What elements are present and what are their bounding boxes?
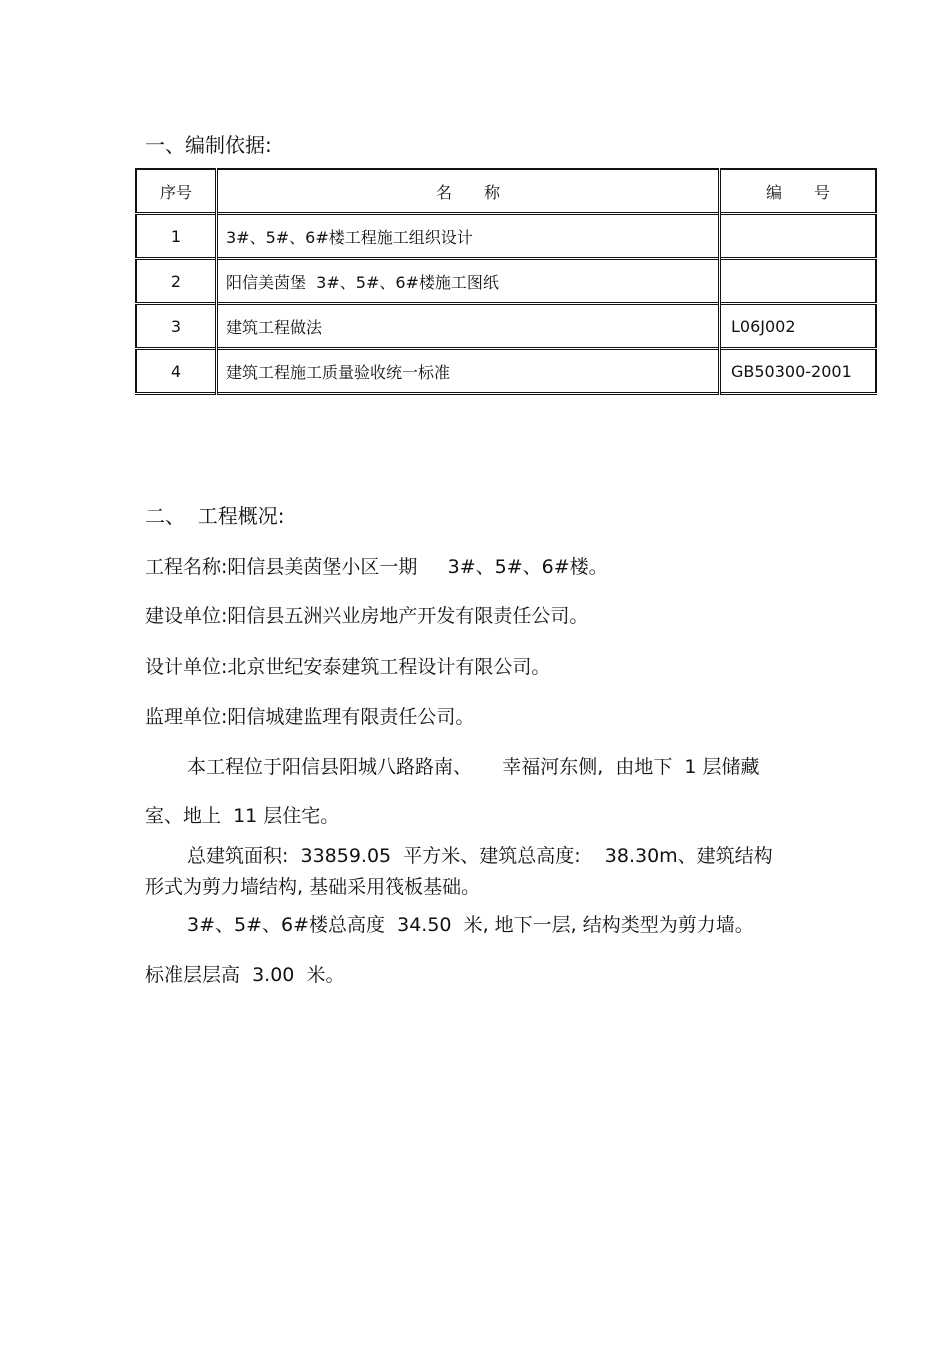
row-name: 建筑工程施工质量验收统一标准 [217,349,720,394]
height-paragraph-line2: 标准层层高 3.00 米。 [145,964,345,986]
row-index: 2 [136,259,217,304]
row-name: 建筑工程做法 [217,304,720,349]
area-paragraph-line1: 总建筑面积: 33859.05 平方米、建筑总高度: 38.30m、建筑结构 [187,845,773,867]
section2-heading: 二、 工程概况: [145,504,285,528]
table-row [136,259,876,304]
row-code: GB50300-2001 [720,349,877,394]
row-code [720,214,877,259]
developer-line: 建设单位:阳信县五洲兴业房地产开发有限责任公司。 [145,605,589,627]
column-header-name: 名 称 [217,169,720,214]
supervisor-line: 监理单位:阳信城建监理有限责任公司。 [145,706,475,728]
table-row [136,214,876,259]
row-index: 3 [136,304,217,349]
location-paragraph-line2: 室、地上 11 层住宅。 [145,805,340,827]
table-row [136,304,876,349]
location-paragraph-line1: 本工程位于阳信县阳城八路路南、 幸福河东侧, 由地下 1 层储藏 [187,756,760,778]
designer-line: 设计单位:北京世纪安泰建筑工程设计有限公司。 [145,656,551,678]
table-row [136,349,876,394]
height-paragraph-line1: 3#、5#、6#楼总高度 34.50 米, 地下一层, 结构类型为剪力墙。 [187,914,754,936]
row-name: 阳信美茵堡 3#、5#、6#楼施工图纸 [217,259,720,304]
column-header-code: 编 号 [720,169,877,214]
area-paragraph-line2: 形式为剪力墙结构, 基础采用筏板基础。 [145,876,481,898]
section1-heading: 一、编制依据: [145,133,272,157]
row-index: 4 [136,349,217,394]
basis-table [135,168,877,395]
table-header-row [136,169,876,214]
row-code: L06J002 [720,304,877,349]
row-index: 1 [136,214,217,259]
column-header-index: 序号 [136,169,217,214]
row-code [720,259,877,304]
row-name: 3#、5#、6#楼工程施工组织设计 [217,214,720,259]
project-name-line: 工程名称:阳信县美茵堡小区一期 3#、5#、6#楼。 [145,556,608,578]
